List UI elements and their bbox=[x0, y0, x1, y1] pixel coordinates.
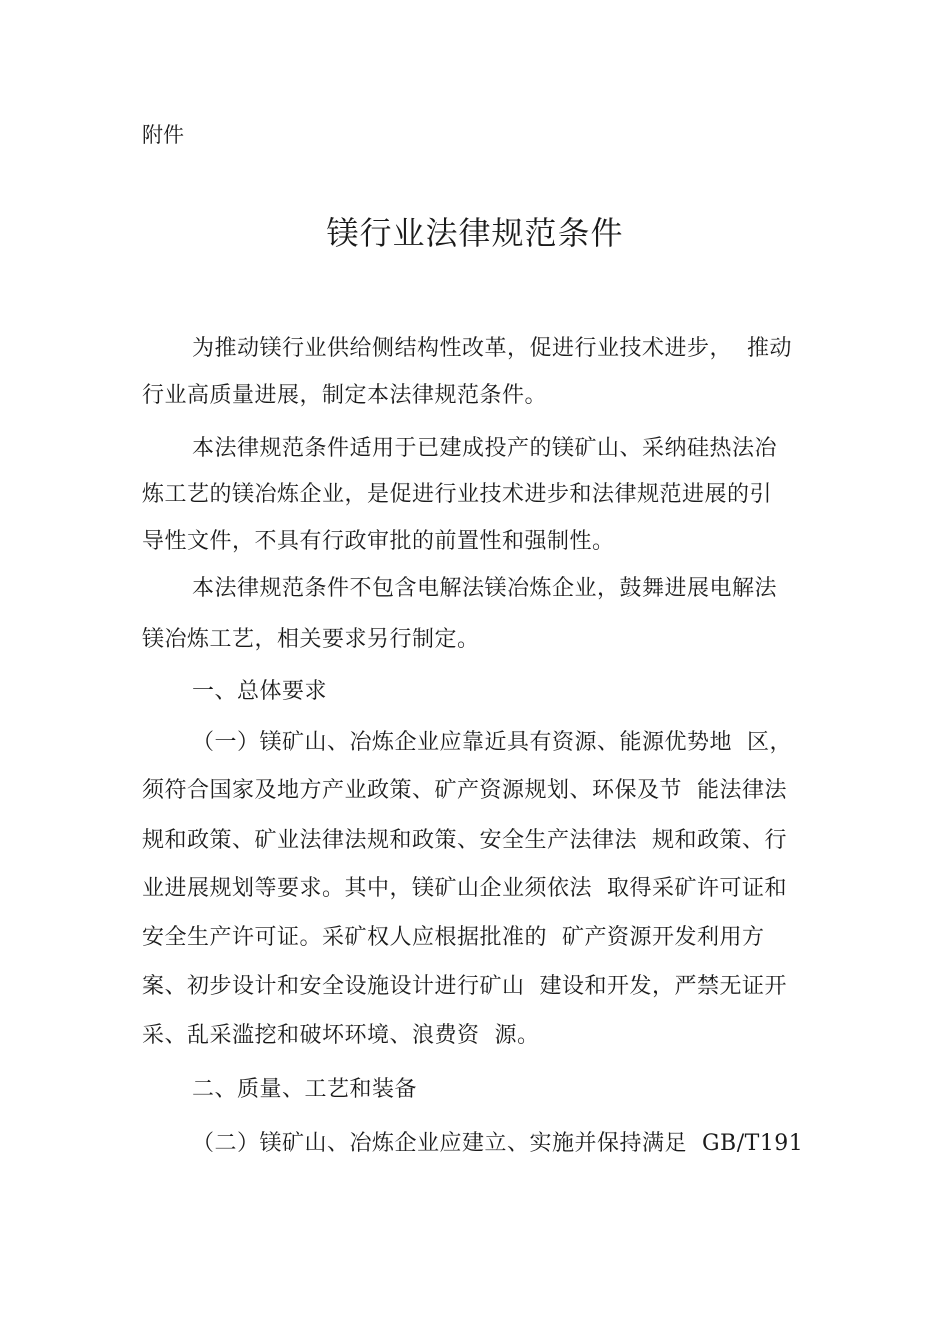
body-line: 须符合国家及地方产业政策、矿产资源规划、环保及节 能法律法 bbox=[142, 778, 787, 803]
body-line: （一）镁矿山、冶炼企业应靠近具有资源、能源优势地 区， bbox=[192, 730, 792, 755]
document-title: 镁行业法律规范条件 bbox=[326, 214, 624, 252]
body-line: 采、乱采滥挖和破坏环境、浪费资 源。 bbox=[142, 1023, 540, 1048]
body-line: 导性文件，不具有行政审批的前置性和强制性。 bbox=[142, 529, 615, 554]
body-line: 炼工艺的镁冶炼企业，是促进行业技术进步和法律规范进展的引 bbox=[142, 482, 773, 507]
body-line: 案、初步设计和安全设施设计进行矿山 建设和开发，严禁无证开 bbox=[142, 974, 787, 999]
body-line: 规和政策、矿业法律法规和政策、安全生产法律法 规和政策、行 bbox=[142, 828, 787, 853]
body-line: 业进展规划等要求。其中，镁矿山企业须依法 取得采矿许可证和 bbox=[142, 876, 787, 901]
body-line: 镁冶炼工艺，相关要求另行制定。 bbox=[142, 627, 480, 652]
section-heading: 一、总体要求 bbox=[192, 679, 328, 704]
body-line: 本法律规范条件适用于已建成投产的镁矿山、采纳硅热法冶 bbox=[192, 436, 778, 461]
attachment-label: 附件 bbox=[142, 123, 184, 147]
section-heading: 二、质量、工艺和装备 bbox=[192, 1077, 418, 1102]
body-line: 行业高质量进展，制定本法律规范条件。 bbox=[142, 383, 548, 408]
body-line: 为推动镁行业供给侧结构性改革，促进行业技术进步， 推动 bbox=[192, 336, 792, 361]
body-line: 本法律规范条件不包含电解法镁冶炼企业，鼓舞进展电解法 bbox=[192, 576, 778, 601]
body-line: （二）镁矿山、冶炼企业应建立、实施并保持满足 GB/T191 bbox=[192, 1131, 804, 1156]
body-line: 安全生产许可证。采矿权人应根据批准的 矿产资源开发利用方 bbox=[142, 925, 765, 950]
